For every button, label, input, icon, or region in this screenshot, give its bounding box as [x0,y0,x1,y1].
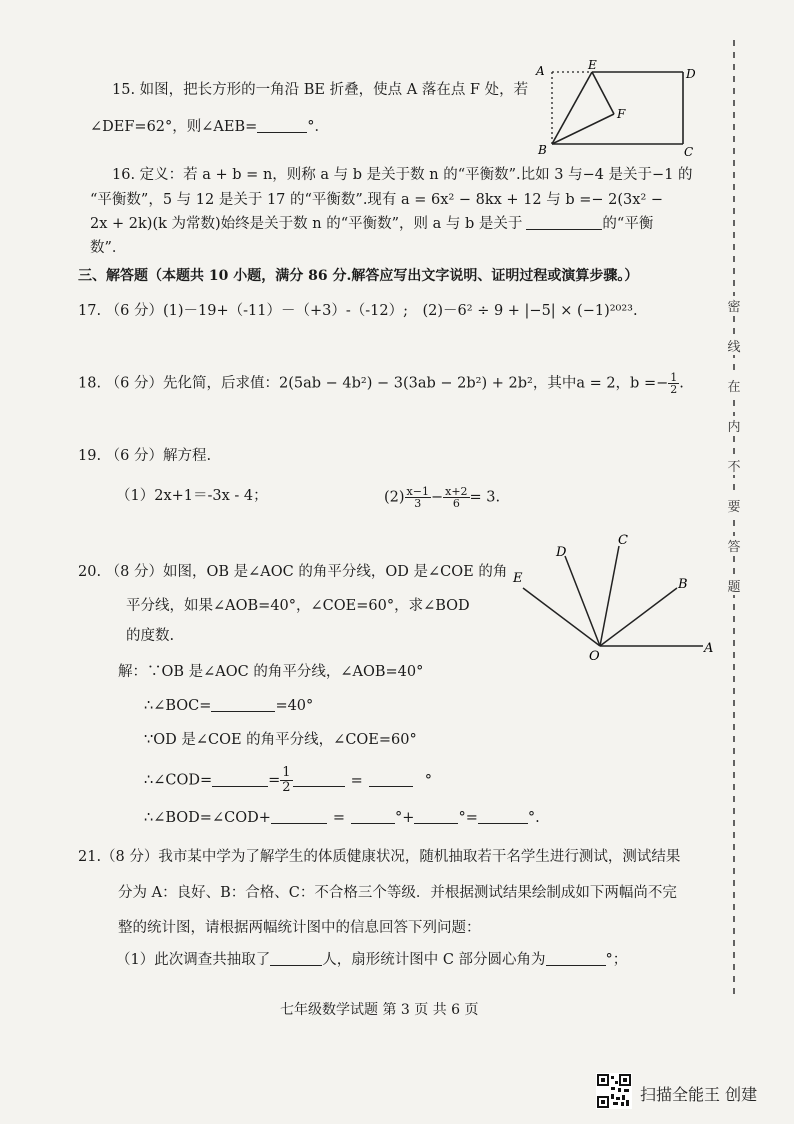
q20-sol2: ∴∠BOC= =40° [144,698,314,714]
answer-blank[interactable] [271,809,327,824]
page-footer: 七年级数学试题 第 3 页 共 6 页 [280,1002,479,1018]
q17-text: 17. （6 分）(1)－19+（-11）－（+3）-（-12）; (2)－6² ÷ 9 + |−5| × (−1)²⁰²³. [78,303,638,319]
q19-part2: (2) $\frac{x-1}{3}$ − $\frac{x+2}{6}$ = 3. [384,485,501,510]
q21-line2: 分为 A：良好、B：合格、C：不合格三个等级．并根据测试结果绘制成如下两幅尚不完 [118,885,677,901]
q20-line2: 平分线，如果∠AOB=40°，∠COE=60°，求∠BOD [126,598,470,614]
qr-code-icon [596,1073,632,1109]
side-char: 不 [725,456,743,475]
label-A: A [536,64,545,78]
label-F: F [617,107,626,121]
label-D: D [556,545,567,560]
q20-line3: 的度数. [126,628,175,644]
answer-blank[interactable] [546,951,606,966]
label-B: B [678,577,688,592]
side-char: 内 [725,416,743,435]
q15-line2: ∠DEF=62°，则∠AEB= °． [90,119,330,135]
q20-sol3: ∵OD 是∠COE 的角平分线，∠COE=60° [144,732,417,748]
q21-part1: （1）此次调查共抽取了 人，扇形统计图中 C 部分圆心角为 °； [116,952,628,968]
label-D: D [686,67,696,81]
side-char: 密 [725,296,743,315]
answer-blank[interactable] [478,809,528,824]
q18-text: 18. （6 分）先化简，后求值：2(5ab − 4b²) − 3(3ab − 2b²) + 2b²，其中a = 2，b =− $\frac{1}{2}$ . [78,371,684,396]
label-E: E [588,58,597,72]
q20-sol1: 解：∵OB 是∠AOC 的角平分线，∠AOB=40° [118,664,424,680]
label-A: A [704,641,714,656]
label-C: C [618,533,628,548]
q19-part1: （1）2x+1＝-3x - 4； [116,488,268,504]
q16-line4: 数”． [90,240,127,256]
answer-blank[interactable] [212,772,268,787]
label-O: O [589,649,600,663]
q20-sol4: ∴∠COD= = $\frac{1}{2}$ = ° [144,765,432,795]
side-char: 在 [725,376,743,395]
q20-line1: 20. （8 分）如图，OB 是∠AOC 的角平分线，OD 是∠COE 的角 [78,564,508,580]
answer-blank[interactable] [270,951,322,966]
answer-blank[interactable] [293,772,345,787]
answer-blank[interactable] [351,809,395,824]
label-C: C [684,145,694,158]
q16-line1: 16. 定义：若 a + b = n，则称 a 与 b 是关于数 n 的“平衡数”.比如 3 与−4 是关于−1 的 [112,167,693,183]
label-B: B [538,143,547,157]
side-char: 题 [725,576,743,595]
answer-blank[interactable] [211,697,275,712]
q15-rectangle-figure [530,58,710,158]
q20-angle-figure [505,528,720,663]
q21-line3: 整的统计图，请根据两幅统计图中的信息回答下列问题： [118,920,481,936]
answer-blank[interactable] [414,809,458,824]
side-char: 答 [725,536,743,555]
q16-line3: 2x + 2k)(k 为常数)始终是关于数 n 的“平衡数”，则 a 与 b 是关于 的“平衡 [90,216,654,232]
q16-line2: “平衡数”，5 与 12 是关于 17 的“平衡数”.现有 a = 6x² − 8kx + 12 与 b =− 2(3x² − [90,192,664,208]
side-char: 线 [725,336,743,355]
answer-blank[interactable] [526,215,602,230]
q15-line1: 15. 如图，把长方形的一角沿 BE 折叠，使点 A 落在点 F 处，若 [112,82,529,98]
q19-title: 19. （6 分）解方程. [78,448,212,464]
side-char: 要 [725,496,743,515]
q20-sol5: ∴∠BOD=∠COD+ = °+ °= °. [144,810,540,826]
answer-blank[interactable] [369,772,413,787]
brand-watermark: 扫描全能王 创建 [640,1085,758,1104]
label-E: E [513,571,523,586]
answer-blank[interactable] [257,118,307,133]
section-heading: 三、解答题（本题共 10 小题，满分 86 分.解答应写出文字说明、证明过程或演算步骤。） [78,268,639,284]
q21-line1: 21.（8 分）我市某中学为了解学生的体质健康状况，随机抽取若干名学生进行测试，测试结果 [78,849,681,865]
